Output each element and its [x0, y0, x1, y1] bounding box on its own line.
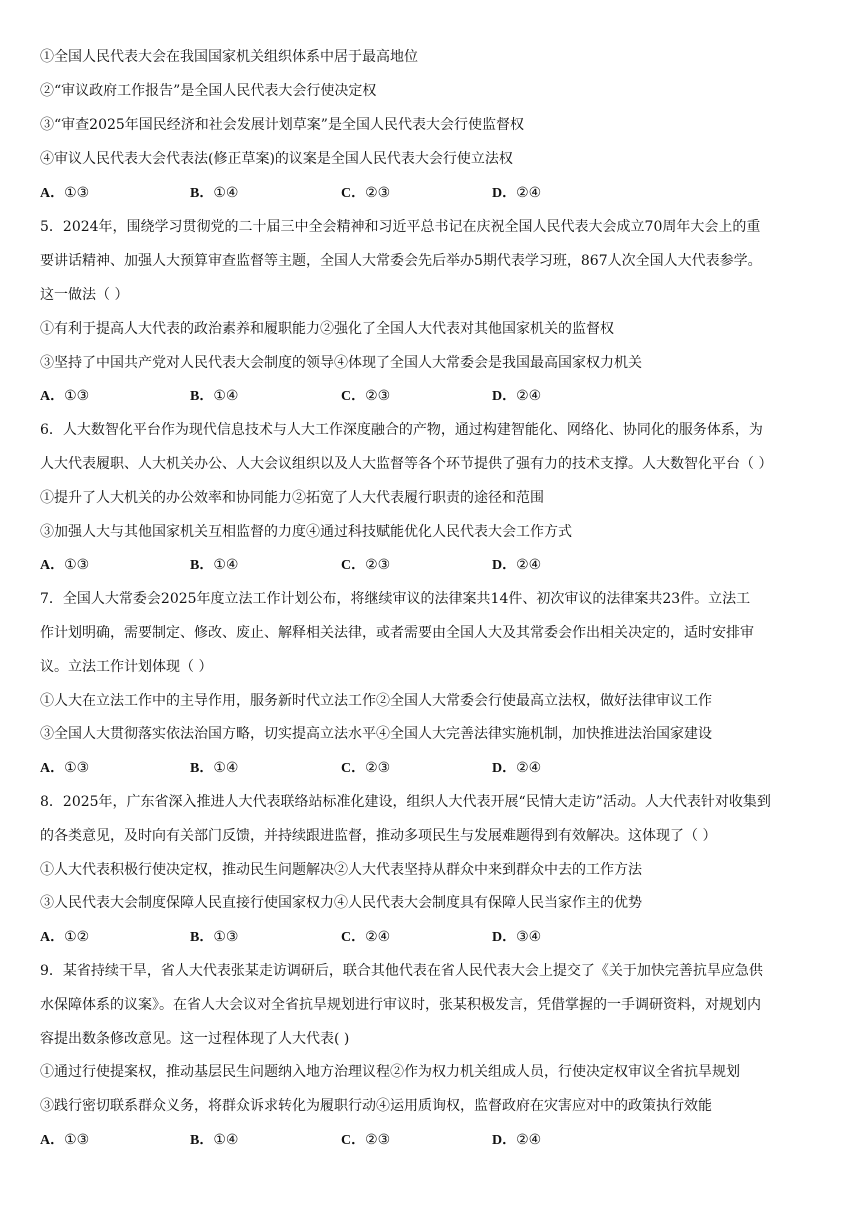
q4-option-a: A．①③ [40, 185, 90, 201]
q5-option-a: A．①③ [40, 388, 90, 404]
q6-item-line-1: ①提升了人大机关的办公效率和协同能力②拓宽了人大代表履行职责的途径和范围 [40, 490, 544, 506]
q5-option-c: C．②③ [341, 388, 391, 404]
q5-item-line-2: ③坚持了中国共产党对人民代表大会制度的领导④体现了全国人大常委会是我国最高国家权力机关 [40, 355, 642, 371]
q7-stem-line-1: 7．全国人大常委会2025年度立法工作计划公布，将继续审议的法律案共14件、初次审议的法律案共23件。立法工 [40, 591, 751, 607]
q6-stem-line-2: 人大代表履职、人大机关办公、人大会议组织以及人大监督等各个环节提供了强有力的技术支撑。人大数智化平台（ ） [40, 456, 773, 472]
q9-option-c: C．②③ [341, 1132, 391, 1148]
q4-item-1: ①全国人民代表大会在我国国家机关组织体系中居于最高地位 [40, 49, 418, 65]
q8-item-line-1: ①人大代表积极行使决定权，推动民生问题解决②人大代表坚持从群众中来到群众中去的工作方法 [40, 862, 642, 878]
q7-option-b: B．①④ [190, 760, 239, 776]
q7-stem-line-3: 议。立法工作计划体现（ ） [40, 659, 213, 675]
q9-option-a: A．①③ [40, 1132, 90, 1148]
q9-stem-line-2: 水保障体系的议案》。在省人大会议对全省抗旱规划进行审议时，张某积极发言，凭借掌握的一手调研资料，对规划内 [40, 997, 761, 1013]
q8-stem-line-2: 的各类意见，及时向有关部门反馈，并持续跟进监督，推动多项民生与发展难题得到有效解决。这体现了（ ） [40, 828, 717, 844]
q4-options [40, 183, 840, 203]
q4-item-4: ④审议人民代表大会代表法(修正草案)的议案是全国人民代表大会行使立法权 [40, 151, 513, 167]
q9-stem-line-1: 9．某省持续干旱，省人大代表张某走访调研后，联合其他代表在省人民代表大会上提交了《关于加快完善抗旱应急供 [40, 963, 763, 979]
q8-stem-line-1: 8．2025年，广东省深入推进人大代表联络站标准化建设，组织人大代表开展“民情大走访”活动。人大代表针对收集到 [40, 794, 771, 810]
q8-option-b: B．①③ [190, 929, 239, 945]
q7-option-c: C．②③ [341, 760, 391, 776]
q8-options [40, 927, 840, 947]
q6-options [40, 555, 840, 575]
q8-item-line-2: ③人民代表大会制度保障人民直接行使国家权力④人民代表大会制度具有保障人民当家作主的优势 [40, 895, 642, 911]
q5-option-b: B．①④ [190, 388, 239, 404]
q7-option-d: D．②④ [492, 760, 542, 776]
q5-stem-line-2: 要讲话精神、加强人大预算审查监督等主题，全国人大常委会先后举办5期代表学习班，867人次全国人大代表参学。 [40, 253, 762, 269]
q4-option-c: C．②③ [341, 185, 391, 201]
q6-option-c: C．②③ [341, 557, 391, 573]
q6-option-b: B．①④ [190, 557, 239, 573]
q5-item-line-1: ①有利于提高人大代表的政治素养和履职能力②强化了全国人大代表对其他国家机关的监督权 [40, 321, 614, 337]
q8-option-a: A．①② [40, 929, 90, 945]
q4-item-3: ③“审查2025年国民经济和社会发展计划草案”是全国人民代表大会行使监督权 [40, 117, 524, 133]
q4-item-2: ②“审议政府工作报告”是全国人民代表大会行使决定权 [40, 83, 377, 99]
q9-item-line-1: ①通过行使提案权，推动基层民生问题纳入地方治理议程②作为权力机关组成人员，行使决定权审议全省抗旱规划 [40, 1064, 740, 1080]
q5-options [40, 386, 840, 406]
q6-item-line-2: ③加强人大与其他国家机关互相监督的力度④通过科技赋能优化人民代表大会工作方式 [40, 524, 572, 540]
q8-option-c: C．②④ [341, 929, 391, 945]
q5-stem-line-1: 5．2024年，围绕学习贯彻党的二十届三中全会精神和习近平总书记在庆祝全国人民代表大会成立70周年大会上的重 [40, 219, 761, 235]
q6-option-d: D．②④ [492, 557, 542, 573]
q9-item-line-2: ③践行密切联系群众义务，将群众诉求转化为履职行动④运用质询权，监督政府在灾害应对中的政策执行效能 [40, 1098, 712, 1114]
q9-option-d: D．②④ [492, 1132, 542, 1148]
q7-options [40, 758, 840, 778]
q6-option-a: A．①③ [40, 557, 90, 573]
q7-stem-line-2: 作计划明确，需要制定、修改、废止、解释相关法律，或者需要由全国人大及其常委会作出相关决定的，适时安排审 [40, 625, 754, 641]
q5-stem-line-3: 这一做法（ ） [40, 287, 129, 303]
q7-option-a: A．①③ [40, 760, 90, 776]
q9-option-b: B．①④ [190, 1132, 239, 1148]
q8-option-d: D．③④ [492, 929, 542, 945]
q7-item-line-1: ①人大在立法工作中的主导作用，服务新时代立法工作②全国人大常委会行使最高立法权，做好法律审议工作 [40, 693, 712, 709]
q7-item-line-2: ③全国人大贯彻落实依法治国方略，切实提高立法水平④全国人大完善法律实施机制，加快推进法治国家建设 [40, 726, 712, 742]
q6-stem-line-1: 6．人大数智化平台作为现代信息技术与人大工作深度融合的产物，通过构建智能化、网络化、协同化的服务体系，为 [40, 422, 763, 438]
q9-options [40, 1130, 840, 1150]
q4-option-d: D．②④ [492, 185, 542, 201]
q4-option-b: B．①④ [190, 185, 239, 201]
q5-option-d: D．②④ [492, 388, 542, 404]
q9-stem-line-3: 容提出数条修改意见。这一过程体现了人大代表( ) [40, 1031, 350, 1047]
